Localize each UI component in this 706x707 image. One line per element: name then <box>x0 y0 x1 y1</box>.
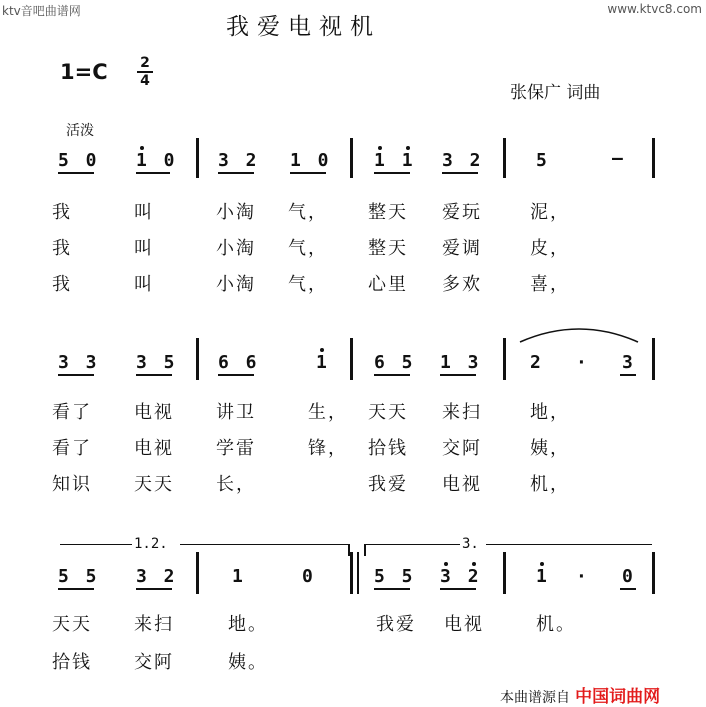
beam <box>218 172 254 174</box>
lyric: 叫 <box>134 202 154 223</box>
note: 3 <box>622 352 636 373</box>
beam <box>58 172 94 174</box>
volta-start <box>364 544 366 556</box>
beam <box>136 374 172 376</box>
lyric: 天天 <box>368 402 408 423</box>
note-group: 6 5 <box>374 352 416 373</box>
lyric: 叫 <box>134 238 154 259</box>
credit: 张保广 词曲 <box>510 83 601 103</box>
lyric: 气， <box>288 238 328 259</box>
note-group: 5 5 <box>58 566 100 587</box>
barline <box>652 552 655 594</box>
beam <box>440 374 476 376</box>
beam <box>442 172 478 174</box>
lyric: 地。 <box>228 614 268 635</box>
key-signature: 1=C <box>60 60 108 84</box>
tie-arc <box>518 322 640 344</box>
barline <box>503 138 506 178</box>
barline <box>196 552 199 594</box>
lyric: 长， <box>216 474 256 495</box>
lyric: 交阿 <box>442 438 482 459</box>
time-signature <box>137 56 153 88</box>
lyric: 我 <box>52 238 72 259</box>
note-group: 3 3 <box>58 352 100 373</box>
lyric: 我 <box>52 202 72 223</box>
source-footer <box>500 682 660 707</box>
note-high: 1 <box>136 150 150 171</box>
lyric: 爱玩 <box>442 202 482 223</box>
lyric: 皮， <box>530 238 570 259</box>
lyric: 交阿 <box>134 652 174 673</box>
barline <box>503 552 506 594</box>
note-high: 3 <box>440 566 454 587</box>
note-group: 5 0 <box>58 150 100 171</box>
beam <box>620 588 636 590</box>
beam <box>58 588 94 590</box>
note-high: 1 <box>536 566 550 587</box>
rest: 0 <box>302 566 316 587</box>
volta-line <box>486 544 652 545</box>
dash-hold: — <box>612 148 626 169</box>
watermark-right: www.ktvc8.com <box>607 2 702 16</box>
volta-line <box>180 544 348 545</box>
source-site-link[interactable]: 中国词曲网 <box>575 687 661 707</box>
lyric: 天天 <box>52 614 92 635</box>
lyric: 喜， <box>530 274 570 295</box>
dot-extension: · <box>576 566 590 587</box>
lyric: 学雷 <box>216 438 256 459</box>
lyric: 讲卫 <box>216 402 256 423</box>
lyric: 姨。 <box>228 652 268 673</box>
lyric: 天天 <box>134 474 174 495</box>
volta-2-label: 3. <box>462 536 479 552</box>
note-group <box>374 150 416 171</box>
barline <box>350 138 353 178</box>
lyric: 电视 <box>444 614 484 635</box>
beam <box>136 172 170 174</box>
lyric: 来扫 <box>442 402 482 423</box>
double-barline <box>357 552 359 594</box>
lyric: 拾钱 <box>368 438 408 459</box>
note-high: 2 <box>467 566 482 587</box>
volta-1-label: 1.2. <box>134 536 168 552</box>
lyric: 电视 <box>134 402 174 423</box>
lyric: 看了 <box>52 402 92 423</box>
note-group: 3 5 <box>136 352 178 373</box>
lyric: 我爱 <box>368 474 408 495</box>
lyric: 泥， <box>530 202 570 223</box>
lyric: 气， <box>288 274 328 295</box>
note <box>536 566 550 587</box>
lyric: 知识 <box>52 474 92 495</box>
lyric: 小淘 <box>216 274 256 295</box>
lyric: 来扫 <box>134 614 174 635</box>
lyric: 看了 <box>52 438 92 459</box>
note-group: 3 2 <box>442 150 484 171</box>
rest: 0 <box>622 566 636 587</box>
lyric: 整天 <box>368 238 408 259</box>
beam <box>136 588 172 590</box>
barline <box>503 338 506 380</box>
beam <box>374 588 410 590</box>
note-high: 1 <box>401 150 416 171</box>
barline <box>652 338 655 380</box>
note-group: 1 0 <box>290 150 332 171</box>
beam <box>374 374 410 376</box>
note-high: 1 <box>374 150 388 171</box>
beam <box>58 374 94 376</box>
note-group: 3 2 <box>218 150 260 171</box>
barline <box>196 138 199 178</box>
lyric: 叫 <box>134 274 154 295</box>
beam <box>290 172 326 174</box>
time-bottom: 4 <box>140 72 150 89</box>
lyric: 锋， <box>308 438 348 459</box>
lyric: 机， <box>530 474 570 495</box>
song-title: 我爱电视机 <box>226 14 381 40</box>
volta-line <box>60 544 132 545</box>
lyric: 我 <box>52 274 72 295</box>
watermark-left: ktv音吧曲谱网 <box>2 4 81 18</box>
lyric: 整天 <box>368 202 408 223</box>
note-high: 1 <box>316 352 330 373</box>
beam <box>620 374 636 376</box>
barline <box>652 138 655 178</box>
barline <box>196 338 199 380</box>
beam <box>218 374 254 376</box>
lyric: 多欢 <box>442 274 482 295</box>
beam <box>374 172 410 174</box>
lyric: 电视 <box>442 474 482 495</box>
note-group: 1 3 <box>440 352 482 373</box>
lyric: 生， <box>308 402 348 423</box>
lyric: 拾钱 <box>52 652 92 673</box>
note: 2 <box>530 352 544 373</box>
lyric: 我爱 <box>376 614 416 635</box>
lyric: 地， <box>530 402 570 423</box>
source-prefix: 本曲谱源自 <box>500 690 570 706</box>
note: 1 <box>232 566 246 587</box>
time-top: 2 <box>140 55 150 71</box>
lyric: 小淘 <box>216 202 256 223</box>
lyric: 姨， <box>530 438 570 459</box>
lyric: 小淘 <box>216 238 256 259</box>
note: 5 <box>536 150 550 171</box>
barline <box>350 552 353 594</box>
note-group: 1 0 <box>136 150 178 171</box>
lyric: 机。 <box>536 614 576 635</box>
note-group: 3 2 <box>136 566 178 587</box>
note-group: 6 6 <box>218 352 260 373</box>
note-group <box>440 566 482 587</box>
dot-extension: · <box>576 352 590 373</box>
beam <box>440 588 476 590</box>
note-group: 5 5 <box>374 566 416 587</box>
lyric: 爱调 <box>442 238 482 259</box>
note-group <box>316 352 330 373</box>
lyric: 电视 <box>134 438 174 459</box>
barline <box>350 338 353 380</box>
lyric: 心里 <box>368 274 408 295</box>
volta-line <box>364 544 460 545</box>
tempo-marking: 活泼 <box>66 123 94 139</box>
lyric: 气， <box>288 202 328 223</box>
